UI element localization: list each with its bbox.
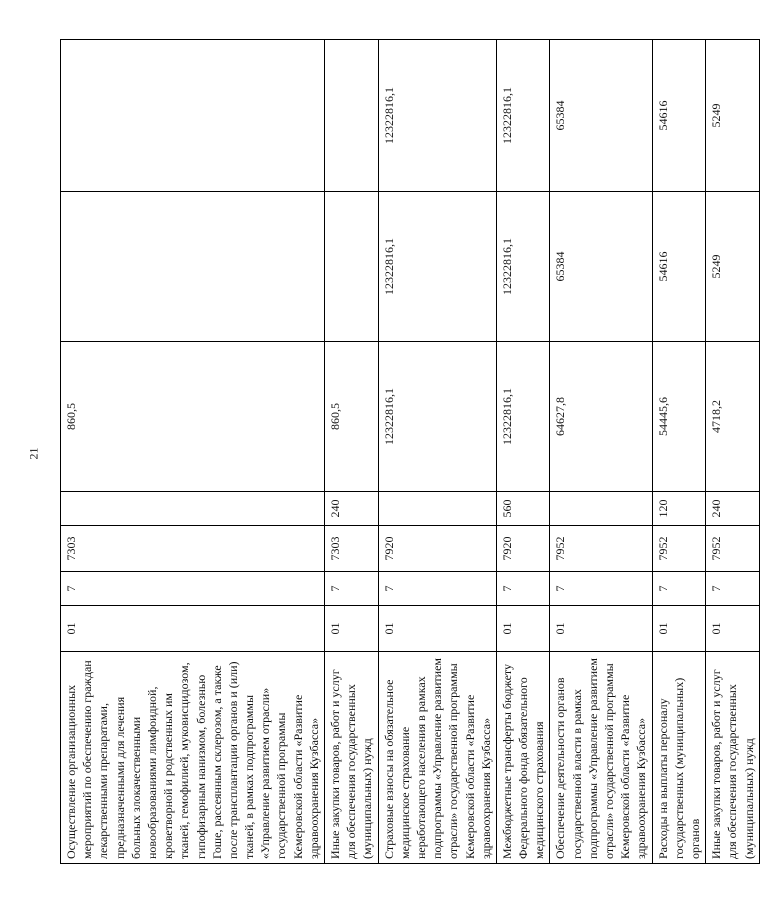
- section-code: 01: [325, 606, 379, 652]
- budget-table: [60, 39, 760, 864]
- subsection-code: 7: [496, 572, 550, 606]
- section-code: 01: [496, 606, 550, 652]
- amount-year-3: 5249: [706, 40, 760, 192]
- table-row: [706, 40, 760, 864]
- amount-year-3: [325, 40, 379, 192]
- target-article-code: 7952: [706, 526, 760, 572]
- row-description: Осуществление организационных мероприятий по обеспечению граждан лекарственными препаратами, предназначенными для лечения больных злокачественными новообразованиями лимфоидной, кроветворной и родственных им тканей, гемофилией, муковисцидозом, гипофизарным нанизмом, болезнью Гоше, рассеянным склерозом, а также после трансплантации органов и (или) тканей, в рамках подпрограммы «Управление развитием отрасли» государственной программы Кемеровской области «Развитие здравоохранения Кузбасса»: [61, 652, 325, 864]
- section-code: 01: [61, 606, 325, 652]
- amount-year-1: 860,5: [61, 342, 325, 492]
- amount-year-2: [61, 192, 325, 342]
- table-row: [61, 40, 325, 864]
- row-description: Страховые взносы на обязательное медицинское страхование неработающего населения в рамках подпрограммы «Управление развитием отрасли» государственной программы Кемеровской области «Развитие здравоохранения Кузбасса»: [378, 652, 496, 864]
- amount-year-1: 54445,6: [652, 342, 706, 492]
- amount-year-3: 65384: [550, 40, 652, 192]
- amount-year-1: 860,5: [325, 342, 379, 492]
- section-code: 01: [652, 606, 706, 652]
- target-article-code: 7952: [652, 526, 706, 572]
- amount-year-2: 65384: [550, 192, 652, 342]
- table-row: [652, 40, 706, 864]
- amount-year-2: 54616: [652, 192, 706, 342]
- amount-year-1: 64627,8: [550, 342, 652, 492]
- row-description: Расходы на выплаты персоналу государственных (муниципальных) органов: [652, 652, 706, 864]
- row-description: Обеспечение деятельности органов государственной власти в рамках подпрограммы «Управление развитием отрасли» государственной программы Кемеровской области «Развитие здравоохранения Кузбасса»: [550, 652, 652, 864]
- expense-type-code: 560: [496, 492, 550, 526]
- subsection-code: 7: [652, 572, 706, 606]
- expense-type-code: 120: [652, 492, 706, 526]
- target-article-code: 7303: [325, 526, 379, 572]
- row-description: Иные закупки товаров, работ и услуг для обеспечения государственных (муниципальных) нужд: [706, 652, 760, 864]
- amount-year-3: [61, 40, 325, 192]
- subsection-code: 7: [378, 572, 496, 606]
- row-description: Иные закупки товаров, работ и услуг для обеспечения государственных (муниципальных) нужд: [325, 652, 379, 864]
- subsection-code: 7: [550, 572, 652, 606]
- target-article-code: 7303: [61, 526, 325, 572]
- amount-year-2: 12322816,1: [378, 192, 496, 342]
- expense-type-code: [61, 492, 325, 526]
- amount-year-3: 12322816,1: [378, 40, 496, 192]
- amount-year-1: 12322816,1: [496, 342, 550, 492]
- expense-type-code: 240: [325, 492, 379, 526]
- section-code: 01: [550, 606, 652, 652]
- amount-year-2: [325, 192, 379, 342]
- target-article-code: 7920: [378, 526, 496, 572]
- section-code: 01: [378, 606, 496, 652]
- target-article-code: 7920: [496, 526, 550, 572]
- table-row: [550, 40, 652, 864]
- expense-type-code: [378, 492, 496, 526]
- subsection-code: 7: [325, 572, 379, 606]
- subsection-code: 7: [61, 572, 325, 606]
- amount-year-2: 5249: [706, 192, 760, 342]
- section-code: 01: [706, 606, 760, 652]
- row-description: Межбюджетные трансферты бюджету Федерального фонда обязательного медицинского страхования: [496, 652, 550, 864]
- expense-type-code: [550, 492, 652, 526]
- amount-year-3: 54616: [652, 40, 706, 192]
- table-row: [378, 40, 496, 864]
- table-body: [61, 40, 760, 864]
- table-row: [496, 40, 550, 864]
- amount-year-1: 4718,2: [706, 342, 760, 492]
- amount-year-1: 12322816,1: [378, 342, 496, 492]
- rotated-page-content: [60, 40, 756, 864]
- amount-year-2: 12322816,1: [496, 192, 550, 342]
- target-article-code: 7952: [550, 526, 652, 572]
- table-row: [325, 40, 379, 864]
- expense-type-code: 240: [706, 492, 760, 526]
- amount-year-3: 12322816,1: [496, 40, 550, 192]
- page-number: 21: [26, 447, 41, 460]
- subsection-code: 7: [706, 572, 760, 606]
